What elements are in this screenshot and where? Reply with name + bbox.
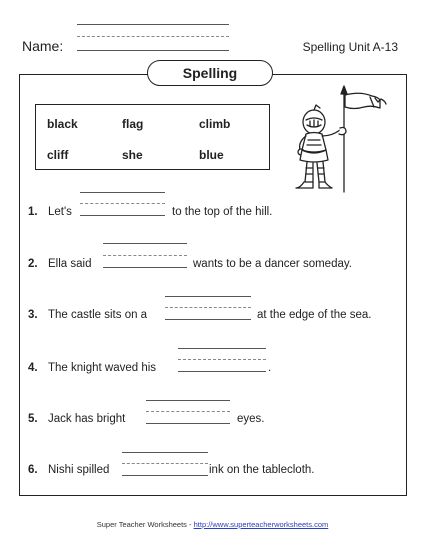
name-label: Name: <box>22 38 64 54</box>
name-field[interactable] <box>77 50 229 51</box>
question-text-after: eyes. <box>237 413 265 425</box>
question-text-before: The knight waved his <box>48 362 157 374</box>
question-text-before: Ella said <box>48 258 92 270</box>
question-number: 1. <box>28 206 38 218</box>
page-title: Spelling <box>147 60 273 86</box>
question-text-after: . <box>268 362 272 374</box>
question-number: 6. <box>28 464 38 476</box>
answer-guide-top <box>165 296 251 297</box>
word-bank-item: flag <box>122 117 144 131</box>
question-text-after: wants to be a dancer someday. <box>193 258 352 270</box>
question-5 <box>28 413 125 425</box>
question-2 <box>28 258 91 270</box>
answer-guide-dash <box>122 463 208 464</box>
answer-line-3[interactable] <box>165 319 251 320</box>
word-bank-item: climb <box>199 117 231 131</box>
unit-label: Spelling Unit A-13 <box>302 40 398 54</box>
answer-guide-dash <box>103 255 187 256</box>
question-1 <box>28 206 72 218</box>
answer-guide-top <box>80 192 165 193</box>
question-text-before: The castle sits on a <box>48 309 148 321</box>
word-bank-item: cliff <box>47 148 69 162</box>
question-text-before: Nishi spilled <box>48 464 110 476</box>
word-bank-item: black <box>47 117 78 131</box>
question-6 <box>28 464 109 476</box>
footer <box>0 520 425 529</box>
answer-line-2[interactable] <box>103 267 187 268</box>
answer-guide-dash <box>146 411 230 412</box>
question-number: 4. <box>28 362 38 374</box>
footer-link[interactable]: http://www.superteacherworksheets.com <box>193 520 329 529</box>
knight-illustration-icon <box>282 84 392 196</box>
answer-guide-dash <box>178 359 266 360</box>
answer-guide-top <box>178 348 266 349</box>
question-3 <box>28 309 147 321</box>
question-text-after: at the edge of the sea. <box>257 309 372 321</box>
question-text-before: Jack has bright <box>48 413 126 425</box>
question-text-after: ink on the tablecloth. <box>209 464 315 476</box>
footer-text: Super Teacher Worksheets - <box>96 520 192 529</box>
word-bank-item: blue <box>199 148 224 162</box>
answer-guide-dash <box>80 203 165 204</box>
answer-line-1[interactable] <box>80 215 165 216</box>
question-number: 3. <box>28 309 38 321</box>
answer-guide-top <box>103 243 187 244</box>
answer-guide-dash <box>165 307 251 308</box>
answer-line-4[interactable] <box>178 371 266 372</box>
question-4 <box>28 362 156 374</box>
word-bank <box>35 104 270 170</box>
answer-guide-top <box>146 400 230 401</box>
question-number: 2. <box>28 258 38 270</box>
question-text-after: to the top of the hill. <box>172 206 273 218</box>
answer-guide-top <box>122 452 208 453</box>
name-guide-top <box>77 24 229 25</box>
name-guide-dash <box>77 36 229 37</box>
word-bank-item: she <box>122 148 143 162</box>
question-number: 5. <box>28 413 38 425</box>
answer-line-5[interactable] <box>146 423 230 424</box>
answer-line-6[interactable] <box>122 475 208 476</box>
question-text-before: Let's <box>48 206 72 218</box>
